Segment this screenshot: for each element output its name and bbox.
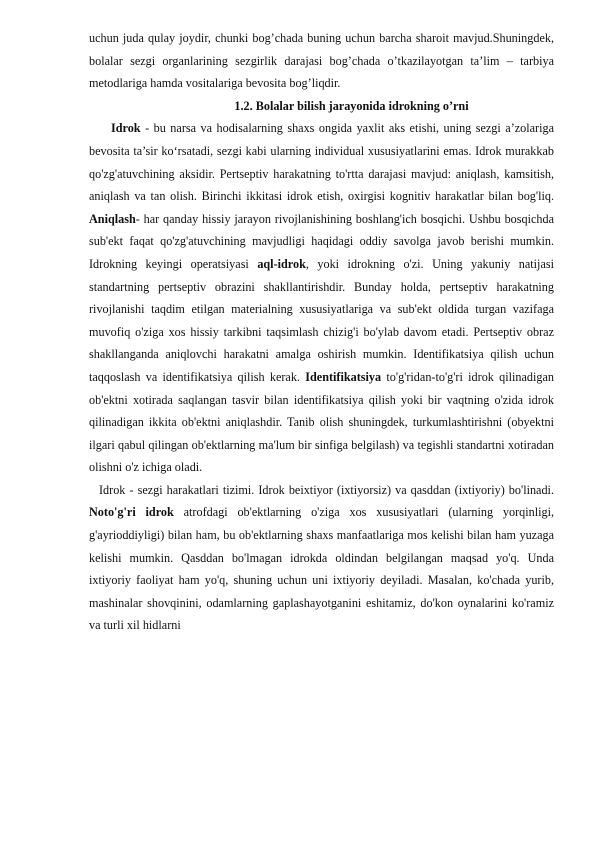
term-aql-idrok: aql-idrok xyxy=(257,256,306,271)
term-idrok: Idrok xyxy=(111,121,141,136)
paragraph-sezgi xyxy=(89,479,554,637)
paragraph-text: , yoki idrokning o'zi. Uning yakuniy natijasi standartning pertseptiv obrazini shakllantirishdir. Bunday holda, pertseptiv harakatning rivojlanishi taqdim etilgan materialning xususiyatlariga va sub'ekt oldida turgan vazifaga muvofiq o'ziga xos hissiy tarkibni taqsimlash chizig'i bo'ylab davom etadi. Pertseptiv obraz shakllanganda aniqlovchi harakatni amalga oshirish mumkin. Identifikatsiya qilish uchun taqqoslash va identifikatsiya qilish kerak. xyxy=(89,256,554,384)
paragraph-text: - bu narsa va hodisalarning shaxs ongida yaxlit aks etishi, uning sezgi a’zolariga bevosita ta’sir ko‘rsatadi, sezgi kabi ularning individual xususiyatlarini emas. Idrok murakkab qo'zg'atuvchining aksidir. Pertseptiv harakatning to'rtta darajasi mavjud: aniqlash, kamsitish, aniqlash va tan olish. Birinchi ikkitasi idrok etish, oxirgisi kognitiv harakatlar bilan bog'liq. xyxy=(89,121,554,204)
term-aniqlash: Aniqlash xyxy=(89,211,136,226)
paragraph-text: to'g'ridan-to'g'ri idrok qilinadigan ob'ektni xotirada saqlangan tasvir bilan identifikatsiya qilish yoki bir vaqtning o'zida idrok qilinadigan ikkita ob'ektni aniqlashdir. Tanib olish shuningdek, turkumlashtirishni (obyektni ilgari qabul qilingan ob'ektlarning ma'lum bir sinfiga belgilash) va tegishli standartni xotiradan olishni o'z ichiga oladi. xyxy=(89,369,554,475)
paragraph-text: uchun juda qulay joydir, chunki bog’chada buning uchun barcha sharoit mavjud.Shuningdek, bolalar sezgi organlarining sezgirlik darajasi bog’chada o’tkazilayotgan ta’lim – tarbiya metodlariga hamda vositalariga bevosita bog’liqdir. xyxy=(89,31,554,91)
term-notogri-idrok: Noto'g'ri idrok xyxy=(89,505,174,520)
paragraph-text: - har qanday hissiy jarayon rivojlanishining boshlang'ich bosqichi. Ushbu bosqichda sub'ekt faqat qo'zg'atuvchining mavjudligi haqidagi oddiy savolga javob berishi mumkin. Idrokning keyingi operatsiyasi xyxy=(89,211,554,271)
term-identifikatsiya: Identifikatsiya xyxy=(305,369,382,384)
paragraph-text: atrofdagi ob'ektlarning o'ziga xos xususiyatlari (ularning yorqinligi, g'ayrioddiyligi) bilan ham, bu ob'ektlarning shaxs manfaatlariga mos kelishi bilan ham yuzaga kelishi mumkin. Qasddan bo'lmagan idrokda oldindan belgilangan maqsad yo'q. Unda ixtiyoriy faoliyat ham yo'q, shuning uchun uni ixtiyoriy deyiladi. Masalan, ko'chada yurib, mashinalar shovqinini, odamlarning gaplashayotganini eshitamiz, do'kon oynalarini ko'ramiz va turli xil hidlarni xyxy=(89,505,554,633)
paragraph-text: Idrok - sezgi harakatlari tizimi. Idrok beixtiyor (ixtiyorsiz) va qasddan (ixtiyoriy) bo'linadi. xyxy=(99,482,554,497)
page-body xyxy=(89,27,554,637)
paragraph-idrok xyxy=(89,117,554,479)
paragraph-intro xyxy=(89,27,554,95)
section-heading: 1.2. Bolalar bilish jarayonida idrokning o’rni xyxy=(234,98,469,113)
